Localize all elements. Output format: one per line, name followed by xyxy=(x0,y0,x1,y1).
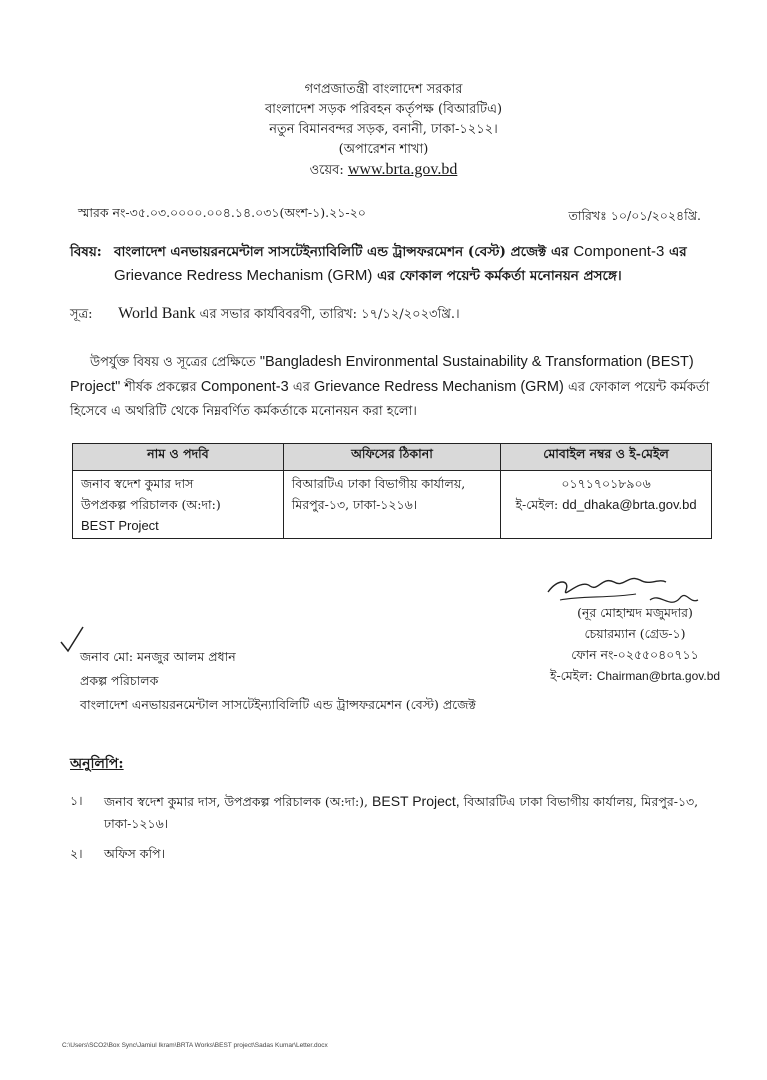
body-component: Component-3 xyxy=(200,379,289,395)
copy-item-text: অফিস কপি। xyxy=(104,846,166,861)
body-part1: উপর্যুক্ত বিষয় ও সূত্রের প্রেক্ষিতে xyxy=(90,355,256,370)
body-project-name: "Bangladesh Environmental Sustainability & Transformation (BEST) Project" xyxy=(70,354,694,395)
website-label: ওয়েব: xyxy=(309,163,344,178)
memo-number: স্মারক নং-৩৫.০৩.০০০০.০০৪.১৪.০৩১(অংশ-১).২১-২০ xyxy=(78,205,366,220)
cell-office xyxy=(283,471,500,539)
officer-email-label: ই-মেইল: xyxy=(515,497,559,512)
copy-item-number: ২। xyxy=(70,846,83,861)
signatory-email[interactable]: Chairman@brta.gov.bd xyxy=(596,669,721,683)
officer-table xyxy=(72,443,712,539)
header-contact: মোবাইল নম্বর ও ই-মেইল xyxy=(501,444,712,471)
office-line2: মিরপুর-১৩, ঢাকা-১২১৬। xyxy=(291,497,418,512)
website-link[interactable]: www.brta.gov.bd xyxy=(347,161,458,178)
reference xyxy=(70,305,460,326)
copy-item-number: ১। xyxy=(70,793,83,808)
list-item xyxy=(70,843,730,865)
signatory-title: চেয়ারম্যান (গ্রেড-১) xyxy=(584,626,686,641)
officer-mobile: ০১৭১৭০১৮৯০৬ xyxy=(561,476,651,491)
subject-text xyxy=(114,240,726,288)
website-line xyxy=(0,160,767,181)
body-part2: শীর্ষক প্রকল্পের xyxy=(124,380,197,395)
signatory-email-label: ই-মেইল: xyxy=(549,668,593,683)
table-header-row xyxy=(73,444,712,471)
authority-address: নতুন বিমানবন্দর সড়ক, বনানী, ঢাকা-১২১২। xyxy=(269,122,498,137)
copy-item-part2: বিআরটিএ ঢাকা বিভাগীয় কার্যালয়, মিরপুর-১৩, ঢাকা-১২১৬। xyxy=(104,794,699,831)
body-part4: এর ফোকাল পয়েন্ট কর্মকর্তা হিসেবে এ অথরিটি থেকে নিম্নবর্ণিত কর্মকর্তাকে মনোনয়ন করা হলো। xyxy=(70,380,710,419)
subject-component: Component-3 xyxy=(573,243,665,260)
subject-grm: Grievance Redress Mechanism (GRM) xyxy=(114,267,373,284)
recipient-name: জনাব মো: মনজুর আলম প্রধান xyxy=(80,649,236,664)
reference-org: World Bank xyxy=(118,305,196,322)
govt-name: গণপ্রজাতন্ত্রী বাংলাদেশ সরকার xyxy=(304,82,463,97)
header-office: অফিসের ঠিকানা xyxy=(283,444,500,471)
signatory-name: (নূর মোহাম্মদ মজুমদার) xyxy=(577,605,693,620)
table-row xyxy=(73,471,712,539)
reference-label: সূত্র: xyxy=(70,307,93,322)
body-paragraph xyxy=(70,350,722,424)
body-part3: এর xyxy=(292,380,310,395)
recipient-title: প্রকল্প পরিচালক xyxy=(80,673,159,688)
subject-part2: এর xyxy=(669,244,687,260)
recipient-block xyxy=(80,645,476,717)
copy-list xyxy=(70,790,730,873)
subject-label: বিষয়: xyxy=(70,244,102,260)
cell-contact xyxy=(501,471,712,539)
list-item xyxy=(70,790,730,835)
subject-part1: বাংলাদেশ এনভায়রনমেন্টাল সাসটেইন্যাবিলিটি এন্ড ট্রান্সফরমেশন (বেস্ট) প্রজেক্ট এর xyxy=(114,244,569,260)
body-grm: Grievance Redress Mechanism (GRM) xyxy=(314,379,564,395)
branch-name: (অপারেশন শাখা) xyxy=(338,142,429,157)
header-name: নাম ও পদবি xyxy=(73,444,284,471)
file-path: C:\Users\SCO2\Box Sync\Jamiul Ikram\BRTA Works\BEST project\Sadas Kumar\Letter.docx xyxy=(62,1042,328,1049)
subject xyxy=(70,240,730,288)
subject-part3: এর ফোকাল পয়েন্ট কর্মকর্তা মনোনয়ন প্রসঙ্গে। xyxy=(377,268,622,284)
authority-name: বাংলাদেশ সড়ক পরিবহন কর্তৃপক্ষ (বিআরটিএ) xyxy=(264,102,503,117)
officer-project: BEST Project xyxy=(81,518,159,533)
signatory-phone: ফোন নং-০২৫৫০৪০৭১১ xyxy=(571,647,699,662)
officer-name: জনাব স্বদেশ কুমার দাস xyxy=(81,476,194,491)
signatory-block xyxy=(530,602,740,687)
officer-designation: উপপ্রকল্প পরিচালক (অ:দা:) xyxy=(81,497,221,512)
officer-email[interactable]: dd_dhaka@brta.gov.bd xyxy=(562,497,697,512)
memo-date: তারিখঃ ১০/০১/২০২৪খ্রি. xyxy=(568,208,701,223)
reference-text: এর সভার কার্যবিবরণী, তারিখ: ১৭/১২/২০২৩খ্রি.। xyxy=(199,307,460,322)
letterhead xyxy=(0,80,767,181)
copy-item-text xyxy=(104,790,730,835)
office-line1: বিআরটিএ ঢাকা বিভাগীয় কার্যালয়, xyxy=(291,476,466,491)
cell-name xyxy=(73,471,284,539)
recipient-project: বাংলাদেশ এনভায়রনমেন্টাল সাসটেইন্যাবিলিটি এন্ড ট্রান্সফরমেশন (বেস্ট) প্রজেক্ট xyxy=(80,697,476,712)
copy-item-en: BEST Project, xyxy=(372,793,460,809)
copy-title: অনুলিপি: xyxy=(70,756,124,772)
officer-email-line xyxy=(509,494,703,515)
signatory-email-line xyxy=(530,665,740,687)
copy-item-part1: জনাব স্বদেশ কুমার দাস, উপপ্রকল্প পরিচালক (অ:দা:), xyxy=(104,794,369,809)
